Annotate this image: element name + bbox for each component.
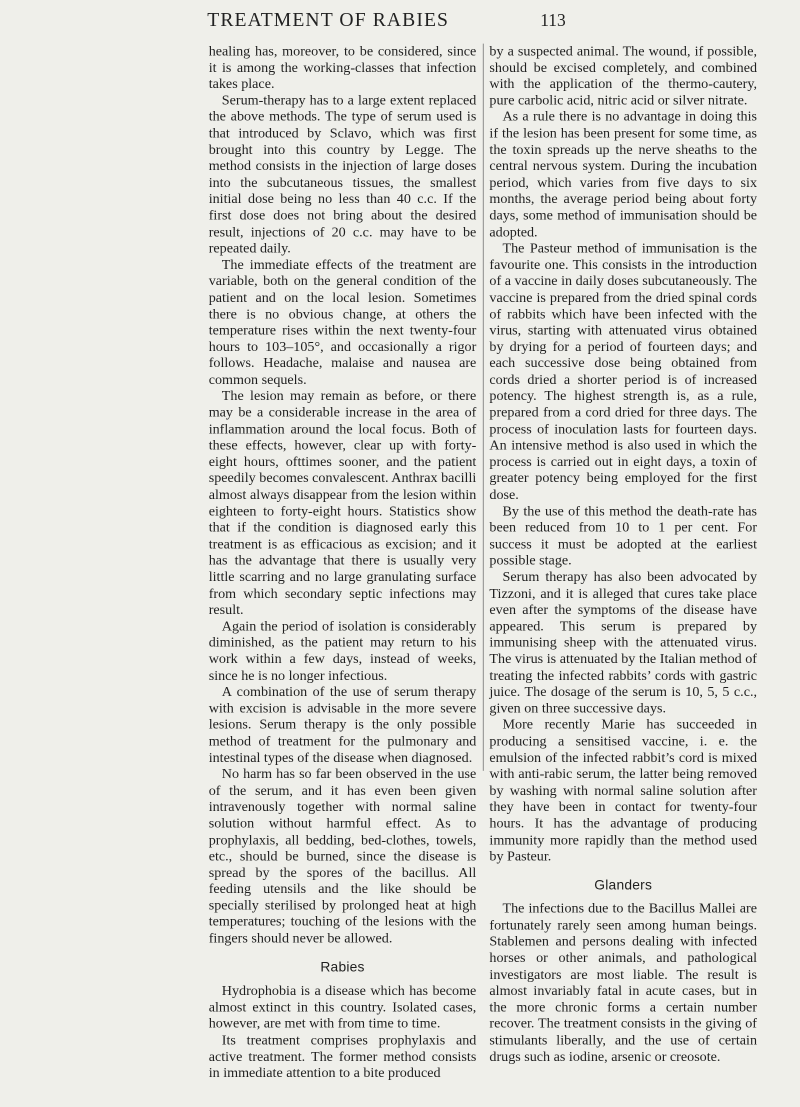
paragraph: healing has, moreover, to be considered, since it is among the working-classes that infection takes place. <box>208 43 477 92</box>
paragraph: Again the period of isolation is considerably diminished, as the patient may return to his work within a few days, instead of weeks, since he is no longer infectious. <box>208 618 477 684</box>
paragraph: The Pasteur method of immunisation is the favourite one. This consists in the introduction of a vaccine in daily doses subcutaneously. The vaccine is prepared from the dried spinal cords of rabbits which have been infected with the virus, starting with attenuated virus obtained by drying for a period of fourteen days; and each successive dose being obtained from cords dried a shorter period is of increased potency. The highest strength is, as a rule, prepared from a cord dried for three days. The process of inoculation lasts for fourteen days. An intensive method is also used in which the process is carried out in eight days, a toxin of greater potency being employed for the first dose. <box>489 240 758 503</box>
column-divider <box>483 44 484 771</box>
right-column <box>489 44 757 1066</box>
paragraph: The lesion may remain as before, or there may be a considerable increase in the area of inflammation around the local focus. Both of these effects, however, clear up with forty-eight hours, ofttimes sooner, and the patient speedily becomes convalescent. Anthrax bacilli almost always disappear from the lesion within eighteen to forty-eight hours. Statistics show that if the condition is diagnosed early this treatment is as efficacious as excision; and it has the advantage that there is usually very little scarring and no large granulating surface from which secondary septic infections may result. <box>208 388 477 618</box>
paragraph: By the use of this method the death-rate has been reduced from 10 to 1 per cent. For success it must be adopted at the earliest possible stage. <box>489 503 758 569</box>
left-column <box>209 44 477 1082</box>
paragraph: A combination of the use of serum therapy with excision is advisable in the more severe lesions. Serum therapy is the only possible method of treatment for the pulmonary and intestinal types of the disease when diagnosed. <box>208 684 477 766</box>
paragraph: Serum-therapy has to a large extent replaced the above methods. The type of serum used is that introduced by Sclavo, which was first brought into this country by Legge. The method consists in the injection of large doses into the subcutaneous tissues, the smallest initial dose being no less than 40 c.c. If the first dose does not bring about the desired result, injections of 20 c.c. may have to be repeated daily. <box>208 92 477 257</box>
paragraph: Serum therapy has also been advocated by Tizzoni, and it is alleged that cures take place even after the symptoms of the disease have appeared. This serum is prepared by immunising sheep with the attenuated virus. The virus is attenuated by the Italian method of treating the infected rabbits’ cords with gastric juice. The dosage of the serum is 10, 5, 5 c.c., given on three successive days. <box>489 569 758 717</box>
section-heading-rabies: Rabies <box>320 959 365 975</box>
running-title: TREATMENT OF RABIES <box>207 8 450 31</box>
paragraph: Hydrophobia is a disease which has become almost extinct in this country. Isolated cases, however, are met with from time to time. <box>208 983 477 1032</box>
paragraph: The infections due to the Bacillus Mallei are fortunately rarely seen among human beings. Stablemen and persons dealing with infected horses or other animals, and pathological investigators are most liable. The result is almost invariably fatal in acute cases, but in the more chronic forms a certain number recover. The treatment consists in the giving of stimulants liberally, and the use of certain drugs such as iodine, arsenic or creosote. <box>489 901 758 1065</box>
running-head <box>0 9 582 38</box>
paragraph: As a rule there is no advantage in doing this if the lesion has been present for some time, as the toxin spreads up the nerve sheaths to the central nervous system. During the incubation period, which varies from five days to six months, the average period being about forty days, some method of immunisation should be adopted. <box>489 109 758 240</box>
paragraph: by a suspected animal. The wound, if possible, should be excised completely, and combined with the application of the thermo-cautery, pure carbolic acid, nitric acid or silver nitrate. <box>489 43 758 109</box>
paragraph: Its treatment comprises prophylaxis and active treatment. The former method consists in immediate attention to a bite produced <box>208 1032 477 1081</box>
paragraph: More recently Marie has succeeded in producing a sensitised vaccine, i. e. the emulsion of the infected rabbit’s cord is mixed with anti-rabic serum, the latter being removed by washing with normal saline solution after they have been in contact for twenty-four hours. It has the advantage of producing immunity more rapidly than the method used by Pasteur. <box>489 717 758 864</box>
section-heading-glanders: Glanders <box>594 877 653 893</box>
paragraph: No harm has so far been observed in the use of the serum, and it has even been given intravenously together with normal saline solution without harmful effect. As to prophylaxis, all bedding, bed-clothes, towels, etc., should be burned, since the disease is spread by the spores of the bacillus. All feeding utensils and the like should be specially sterilised by prolonged heat at high temperatures; touching of the lesions with the fingers should never be allowed. <box>208 766 477 947</box>
page-number: 113 <box>540 11 566 31</box>
paragraph: The immediate effects of the treatment are variable, both on the general condition of the patient and on the local lesion. Sometimes there is no obvious change, at others the temperature rises within the next twenty-four hours to 103–105°, and occasionally a rigor follows. Headache, malaise and nausea are common sequels. <box>208 257 477 388</box>
